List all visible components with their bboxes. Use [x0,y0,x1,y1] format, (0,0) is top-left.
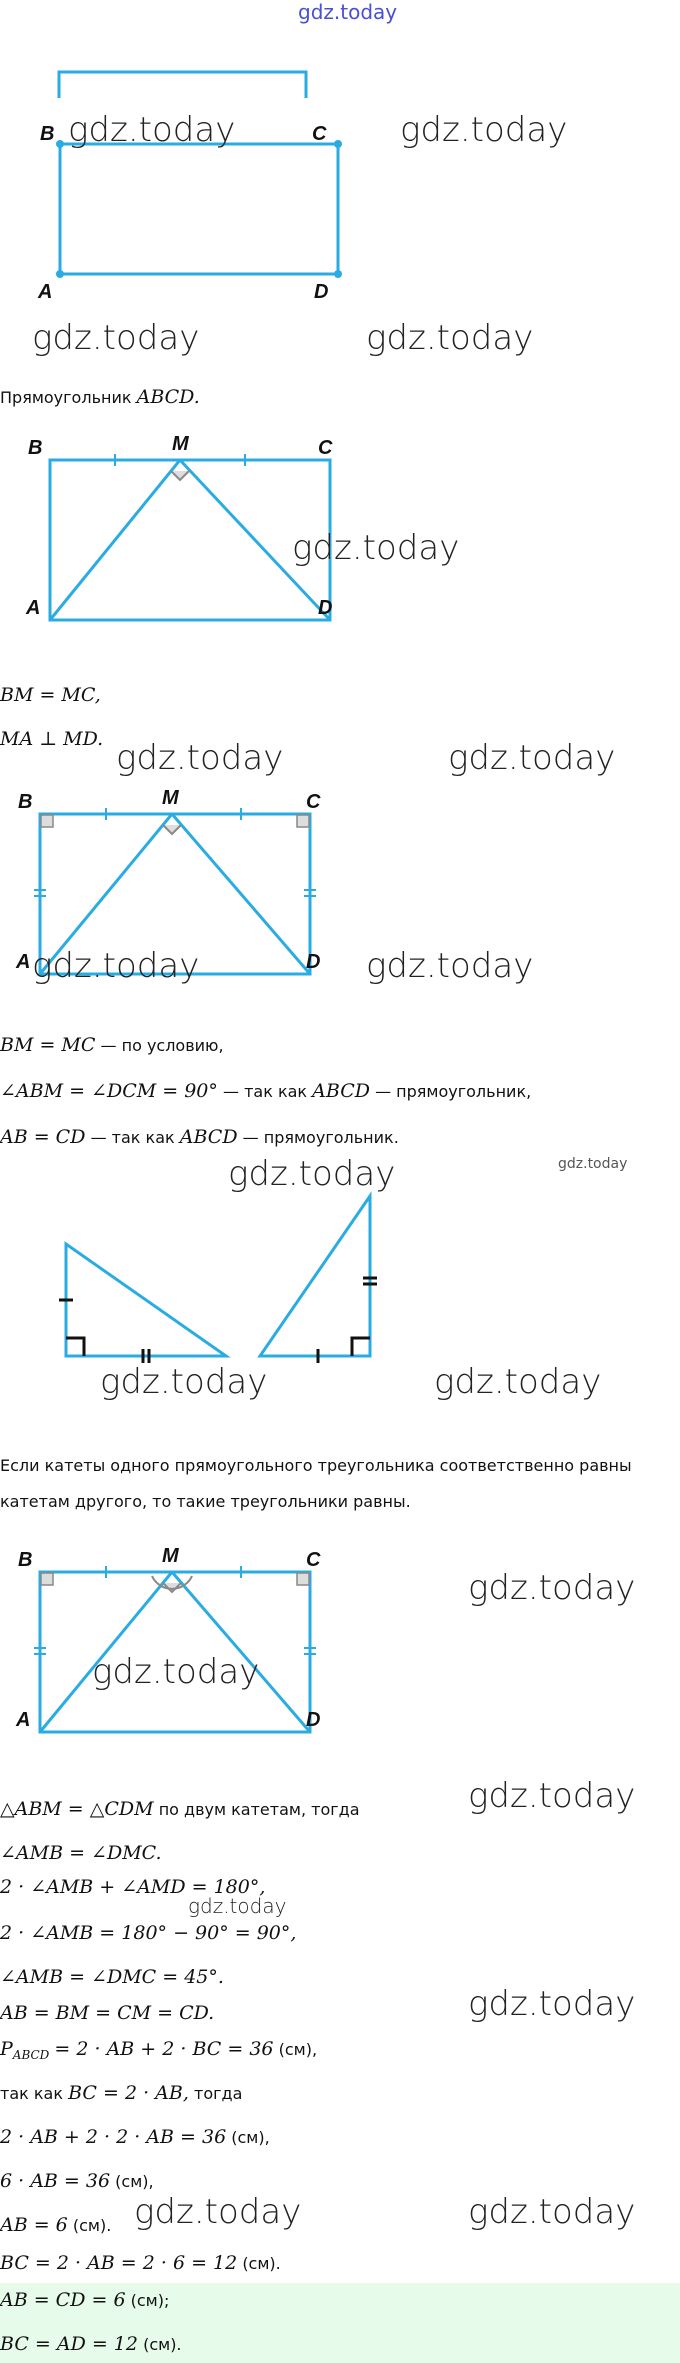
vertex-d-label: D [306,951,321,973]
rectangle-caption: Прямоугольник ABCD. [0,386,200,408]
theorem-line-1: Если катеты одного прямоугольного треугольника соответственно равны [0,1456,632,1475]
vertex-b-label: B [28,437,43,459]
given-line-1: BM = MC, [0,684,101,706]
watermark: gdz.today [468,1568,636,1608]
solution-line-12: BC = 2 · AB = 2 · 6 = 12 (см). [0,2252,281,2274]
reason-line-3: AB = CD — так как ABCD — прямоугольник. [0,1126,399,1148]
watermark: gdz.today [68,110,236,150]
watermark-medium: gdz.today [188,1894,287,1918]
vertex-c-label: C [312,123,327,145]
reason-line-2: ∠ABM = ∠DCM = 90° — так как ABCD — прямоугольник, [0,1080,532,1102]
solution-line-3: 2 · ∠AMB + ∠AMD = 180°, [0,1876,266,1898]
watermark: gdz.today [32,318,200,358]
vertex-d-label: D [314,281,329,303]
watermark: gdz.today [228,1154,396,1194]
vertex-a-label: A [16,1709,31,1731]
watermark: gdz.today [434,1362,602,1402]
point-m-label: M [162,1545,179,1567]
watermark: gdz.today [292,528,460,568]
figure-rectangle-abcd [30,62,370,302]
vertex-b-label: B [18,791,33,813]
vertex-c-label: C [306,791,321,813]
solution-line-5: ∠AMB = ∠DMC = 45°. [0,1966,224,1988]
vertex-b-label: B [18,1549,33,1571]
answer-line-2: BC = AD = 12 (см). [0,2333,182,2355]
top-watermark: gdz.today [298,0,398,24]
watermark: gdz.today [32,946,200,986]
solution-line-1: △ABM = △CDM по двум катетам, тогда [0,1798,360,1820]
point-m-label: M [162,787,179,809]
theorem-line-2: катетам другого, то такие треугольники равны. [0,1492,411,1511]
watermark: gdz.today [468,2192,636,2232]
vertex-d-label: D [318,597,333,619]
answer-box [0,2283,680,2363]
solution-line-7: $P_{ABCD} = 2$ · AB + 2 · BC = 36 (см), [0,2038,318,2062]
watermark: gdz.today [100,1362,268,1402]
watermark: gdz.today [468,1984,636,2024]
watermark: gdz.today [134,2192,302,2232]
solution-line-10: 6 · AB = 36 (см), [0,2170,154,2192]
vertex-a-label: A [38,281,53,303]
reason-line-1: BM = MC — по условию, [0,1034,224,1056]
figure-rectangle-angle-marks [10,1540,350,1740]
solution-line-9: 2 · AB + 2 · 2 · AB = 36 (см), [0,2126,270,2148]
watermark: gdz.today [92,1652,260,1692]
watermark-small: gdz.today [558,1156,628,1172]
vertex-d-label: D [306,1709,321,1731]
solution-line-6: AB = BM = CM = CD. [0,2002,215,2024]
solution-line-2: ∠AMB = ∠DMC. [0,1842,162,1864]
point-m-label: M [172,433,189,455]
answer-line-1: AB = CD = 6 (см); [0,2289,170,2311]
vertex-a-label: A [26,597,41,619]
figure-two-right-triangles [50,1188,390,1378]
vertex-c-label: C [318,437,333,459]
watermark: gdz.today [400,110,568,150]
watermark: gdz.today [448,738,616,778]
solution-line-11: AB = 6 (см). [0,2214,112,2236]
vertex-a-label: A [16,951,31,973]
watermark: gdz.today [468,1776,636,1816]
vertex-b-label: B [40,123,55,145]
vertex-c-label: C [306,1549,321,1571]
watermark: gdz.today [366,318,534,358]
watermark: gdz.today [366,946,534,986]
watermark: gdz.today [116,738,284,778]
solution-line-4: 2 · ∠AMB = 180° − 90° = 90°, [0,1922,297,1944]
given-line-2: MA ⊥ MD. [0,728,104,750]
solution-line-8: так как BC = 2 · AB, тогда [0,2082,243,2104]
